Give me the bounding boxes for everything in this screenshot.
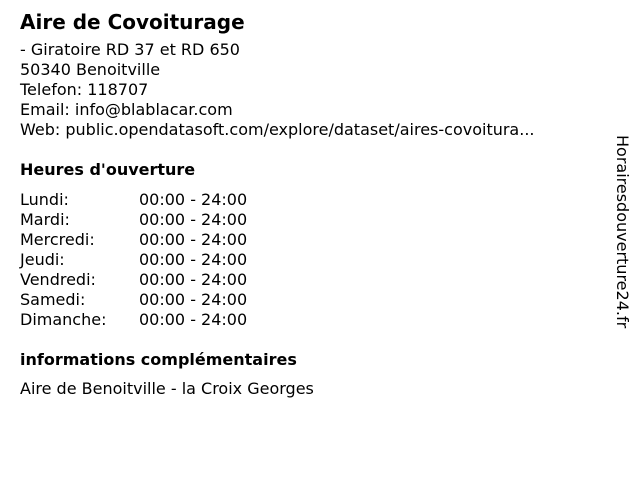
hours-day: Jeudi:: [20, 250, 65, 269]
place-title: Aire de Covoiturage: [20, 10, 245, 34]
hours-row: [20, 290, 247, 310]
site-watermark: Horairesdouverture24.fr: [613, 135, 632, 329]
hours-time: 00:00 - 24:00: [139, 250, 248, 269]
hours-table: [20, 190, 247, 330]
hours-time: 00:00 - 24:00: [139, 190, 248, 209]
hours-day: Mercredi:: [20, 230, 95, 249]
address-city: 50340 Benoitville: [20, 60, 161, 79]
hours-time: 00:00 - 24:00: [139, 230, 248, 249]
address-block: [20, 40, 600, 140]
hours-time: 00:00 - 24:00: [139, 210, 248, 229]
hours-row: [20, 190, 247, 210]
place-card: [20, 8, 600, 399]
extra-info-text: Aire de Benoitville - la Croix Georges: [20, 379, 314, 398]
hours-day: Mardi:: [20, 210, 70, 229]
extra-info-heading: informations complémentaires: [20, 350, 297, 369]
hours-day: Dimanche:: [20, 310, 107, 329]
hours-day: Vendredi:: [20, 270, 96, 289]
hours-row: [20, 270, 247, 290]
email-line: Email: info@blablacar.com: [20, 100, 233, 119]
phone-line: Telefon: 118707: [20, 80, 149, 99]
hours-day: Samedi:: [20, 290, 86, 309]
hours-row: [20, 210, 247, 230]
hours-row: [20, 250, 247, 270]
hours-row: [20, 230, 247, 250]
hours-heading: Heures d'ouverture: [20, 160, 196, 179]
hours-row: [20, 310, 247, 330]
web-line: Web: public.opendatasoft.com/explore/dataset/aires-covoitura...: [20, 120, 535, 139]
hours-time: 00:00 - 24:00: [139, 310, 248, 329]
hours-time: 00:00 - 24:00: [139, 270, 248, 289]
hours-day: Lundi:: [20, 190, 69, 209]
address-street: - Giratoire RD 37 et RD 650: [20, 40, 240, 59]
hours-time: 00:00 - 24:00: [139, 290, 248, 309]
